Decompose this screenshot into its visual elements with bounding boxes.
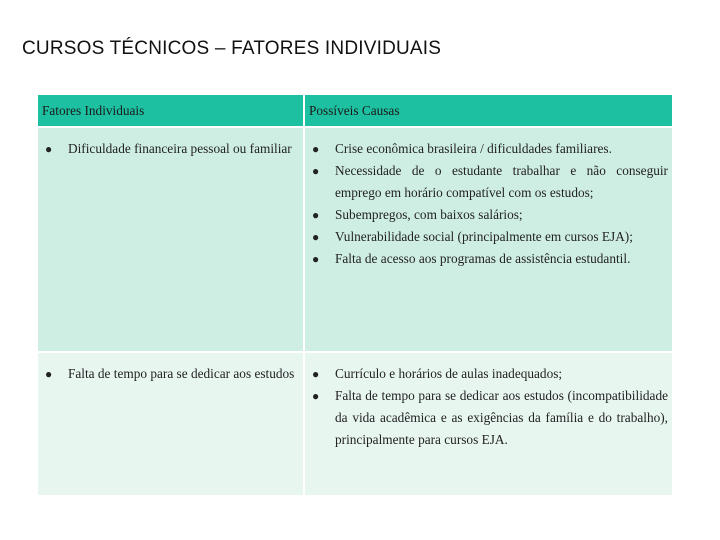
list-item [42,138,299,160]
list-item [309,363,668,385]
factors-table [38,95,672,495]
table-header-row [38,95,672,127]
cause-text: Falta de acesso aos programas de assistência estudantil. [335,251,631,266]
bullet-icon: ● [45,142,53,156]
factor-text: Falta de tempo para se dedicar aos estudos [68,366,295,381]
list-item [309,226,668,248]
cause-text: Crise econômica brasileira / dificuldades familiares. [335,141,612,156]
causes-cell [304,127,672,352]
bullet-icon: ● [312,389,320,403]
bullet-icon: ● [45,367,53,381]
cause-text: Falta de tempo para se dedicar aos estudos (incompatibilidade da vida acadêmica e as exigências da família e do trabalho), principalmente para cursos EJA. [335,388,668,447]
bullet-icon: ● [312,164,320,178]
factor-cell [38,127,304,352]
causes-cell [304,352,672,495]
slide-title: CURSOS TÉCNICOS – FATORES INDIVIDUAIS [22,38,442,59]
bullet-icon: ● [312,367,320,381]
list-item [309,160,668,204]
header-possible-causes: Possíveis Causas [304,95,672,127]
table-row [38,127,672,352]
list-item [309,248,668,270]
cause-text: Necessidade de o estudante trabalhar e não conseguir emprego em horário compatível com os estudos; [335,163,668,200]
factor-text: Dificuldade financeira pessoal ou familiar [68,141,292,156]
list-item [42,363,299,385]
bullet-icon: ● [312,252,320,266]
bullet-icon: ● [312,208,320,222]
bullet-icon: ● [312,142,320,156]
bullet-icon: ● [312,230,320,244]
list-item [309,204,668,226]
list-item [309,385,668,451]
cause-text: Currículo e horários de aulas inadequados; [335,366,563,381]
cause-text: Subempregos, com baixos salários; [335,207,523,222]
cause-text: Vulnerabilidade social (principalmente em cursos EJA); [335,229,633,244]
list-item [309,138,668,160]
factor-cell [38,352,304,495]
header-individual-factors: Fatores Individuais [38,95,304,127]
table-row [38,352,672,495]
